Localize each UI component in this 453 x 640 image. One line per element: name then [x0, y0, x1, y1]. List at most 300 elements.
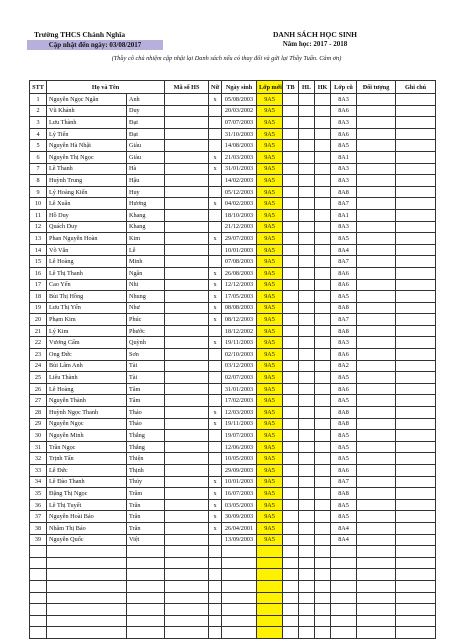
table-row [30, 395, 436, 407]
col-ma-so-cell [165, 441, 209, 453]
col-hl-cell [299, 337, 315, 349]
col-lop-cu-cell: 8A5 [331, 430, 357, 442]
col-lop-moi-cell [257, 592, 283, 604]
col-ghi-chu-cell [396, 546, 436, 558]
col-hl-cell [299, 314, 315, 326]
col-ghi-chu-cell [396, 291, 436, 303]
col-ten-cell: Tài [127, 360, 165, 372]
col-hl-cell [299, 291, 315, 303]
table-row [30, 244, 436, 256]
col-hl-cell [299, 140, 315, 152]
col-lop-cu-cell [331, 569, 357, 581]
col-hk-cell [315, 267, 331, 279]
col-ho-ten-cell: Võ Văn [47, 244, 127, 256]
col-hl-cell [299, 151, 315, 163]
col-tb-cell [283, 557, 299, 569]
col-hk-cell [315, 522, 331, 534]
col-lop-moi-cell: 9A5 [257, 198, 283, 210]
col-lop-cu-cell: 8A1 [331, 151, 357, 163]
col-ngay-sinh-cell: 03/05/2003 [222, 499, 257, 511]
col-stt-cell: 24 [30, 360, 47, 372]
col-tb-cell [283, 534, 299, 546]
col-ma-so-cell [165, 94, 209, 106]
col-nu-cell [209, 105, 222, 117]
col-hl-cell [299, 360, 315, 372]
col-stt-cell: 32 [30, 453, 47, 465]
col-nu-cell [209, 580, 222, 592]
col-ngay-sinh-cell: 19/11/2003 [222, 418, 257, 430]
col-doi-tuong-cell [357, 163, 396, 175]
col-tb-cell [283, 186, 299, 198]
col-hl-cell [299, 430, 315, 442]
col-ghi-chu-cell [396, 488, 436, 500]
col-hk-cell [315, 627, 331, 639]
col-lop-moi-cell [257, 615, 283, 627]
col-ho-ten-cell: Phạm Kim [47, 314, 127, 326]
col-doi-tuong-cell [357, 557, 396, 569]
col-ghi-chu-cell [396, 94, 436, 106]
col-tb-cell [283, 604, 299, 616]
col-ma-so-cell [165, 244, 209, 256]
col-ten-cell: Như [127, 302, 165, 314]
col-hl-cell [299, 372, 315, 384]
col-ho-ten-cell: Bùi Thị Hồng [47, 291, 127, 303]
col-ma-so-cell [165, 337, 209, 349]
col-nu-cell [209, 627, 222, 639]
table-row [30, 453, 436, 465]
table-row [30, 279, 436, 291]
col-stt-cell: 8 [30, 175, 47, 187]
col-lop-cu-cell: 8A5 [331, 291, 357, 303]
col-ten-cell: Khang [127, 209, 165, 221]
col-lop-cu-cell: 8A7 [331, 476, 357, 488]
col-stt-cell: 31 [30, 441, 47, 453]
col-hl-cell [299, 546, 315, 558]
col-hl-cell [299, 209, 315, 221]
col-doi-tuong-cell [357, 360, 396, 372]
col-ho-ten-cell: Vũ Khánh [47, 105, 127, 117]
col-ma-so-cell [165, 522, 209, 534]
col-doi-tuong-cell [357, 511, 396, 523]
col-ho-ten-cell: Nguyễn Thành [47, 395, 127, 407]
col-nu-cell [209, 615, 222, 627]
col-hk-cell [315, 615, 331, 627]
header-col-ghi-chu: Ghi chú [396, 81, 436, 94]
col-hk-cell [315, 314, 331, 326]
col-doi-tuong-cell [357, 546, 396, 558]
col-ten-cell [127, 557, 165, 569]
col-stt-cell: 17 [30, 279, 47, 291]
col-ma-so-cell [165, 325, 209, 337]
col-hl-cell [299, 580, 315, 592]
col-ngay-sinh-cell: 12/06/2003 [222, 441, 257, 453]
col-ngay-sinh-cell: 12/03/2003 [222, 407, 257, 419]
col-tb-cell [283, 244, 299, 256]
col-tb-cell [283, 117, 299, 129]
col-nu-cell [209, 360, 222, 372]
col-lop-moi-cell: 9A5 [257, 244, 283, 256]
col-ho-ten-cell: Nguyễn Hà Nhật [47, 140, 127, 152]
col-nu-cell [209, 349, 222, 361]
col-ngay-sinh-cell: 14/08/2003 [222, 140, 257, 152]
col-ma-so-cell [165, 105, 209, 117]
document-title: DANH SÁCH HỌC SINH [273, 30, 357, 39]
col-doi-tuong-cell [357, 94, 396, 106]
col-doi-tuong-cell [357, 267, 396, 279]
col-tb-cell [283, 140, 299, 152]
col-ghi-chu-cell [396, 441, 436, 453]
col-ma-so-cell [165, 569, 209, 581]
col-doi-tuong-cell [357, 256, 396, 268]
col-nu-cell [209, 430, 222, 442]
table-row [30, 546, 436, 558]
col-lop-cu-cell: 8A6 [331, 465, 357, 477]
col-ngay-sinh-cell [222, 627, 257, 639]
table-body [30, 94, 436, 639]
col-doi-tuong-cell [357, 198, 396, 210]
col-tb-cell [283, 94, 299, 106]
col-lop-moi-cell: 9A5 [257, 395, 283, 407]
col-ma-so-cell [165, 151, 209, 163]
col-ghi-chu-cell [396, 465, 436, 477]
col-nu-cell: x [209, 511, 222, 523]
col-stt-cell [30, 627, 47, 639]
col-nu-cell: x [209, 488, 222, 500]
instruction-note: (Thầy cô chủ nhiệm cập nhật lại Danh sách nếu có thay đổi và gửi lại Thầy Tuấn. Cảm ơn) [111, 55, 342, 62]
col-stt-cell: 26 [30, 383, 47, 395]
col-lop-moi-cell: 9A5 [257, 209, 283, 221]
col-lop-cu-cell: 8A7 [331, 256, 357, 268]
col-doi-tuong-cell [357, 604, 396, 616]
col-ghi-chu-cell [396, 453, 436, 465]
col-hk-cell [315, 546, 331, 558]
col-stt-cell [30, 615, 47, 627]
col-stt-cell: 4 [30, 128, 47, 140]
table-row [30, 615, 436, 627]
col-hk-cell [315, 175, 331, 187]
col-ma-so-cell [165, 430, 209, 442]
col-stt-cell: 34 [30, 476, 47, 488]
col-ten-cell: Thắng [127, 430, 165, 442]
col-ngay-sinh-cell: 08/08/2003 [222, 302, 257, 314]
table-row [30, 534, 436, 546]
col-hk-cell [315, 476, 331, 488]
col-hk-cell [315, 604, 331, 616]
col-ngay-sinh-cell: 18/12/2002 [222, 325, 257, 337]
col-ghi-chu-cell [396, 592, 436, 604]
table-row [30, 117, 436, 129]
col-hk-cell [315, 140, 331, 152]
col-doi-tuong-cell [357, 279, 396, 291]
col-stt-cell: 13 [30, 233, 47, 245]
header-col-stt: STT [30, 81, 47, 94]
col-ngay-sinh-cell: 17/05/2003 [222, 291, 257, 303]
col-nu-cell [209, 592, 222, 604]
col-hk-cell [315, 418, 331, 430]
col-ngay-sinh-cell: 21/12/2003 [222, 221, 257, 233]
col-stt-cell: 1 [30, 94, 47, 106]
school-name: Trường THCS Chánh Nghĩa [34, 30, 126, 39]
col-stt-cell: 29 [30, 418, 47, 430]
col-ho-ten-cell: Lý Tiến [47, 128, 127, 140]
table-row [30, 499, 436, 511]
table-row [30, 383, 436, 395]
col-ho-ten-cell: Huỳnh Ngọc Thanh [47, 407, 127, 419]
col-lop-moi-cell: 9A5 [257, 314, 283, 326]
col-hk-cell [315, 488, 331, 500]
col-stt-cell: 28 [30, 407, 47, 419]
table-row [30, 349, 436, 361]
col-tb-cell [283, 302, 299, 314]
col-ten-cell: Tâm [127, 383, 165, 395]
col-doi-tuong-cell [357, 233, 396, 245]
col-ngay-sinh-cell [222, 604, 257, 616]
col-lop-cu-cell: 8A7 [331, 198, 357, 210]
col-ten-cell [127, 604, 165, 616]
col-doi-tuong-cell [357, 592, 396, 604]
col-ho-ten-cell: Trần Ngọc [47, 441, 127, 453]
col-lop-cu-cell: 8A6 [331, 349, 357, 361]
col-ten-cell: Phước [127, 325, 165, 337]
col-hk-cell [315, 360, 331, 372]
col-doi-tuong-cell [357, 580, 396, 592]
col-ngay-sinh-cell [222, 569, 257, 581]
col-lop-cu-cell: 8A8 [331, 186, 357, 198]
col-ho-ten-cell: Lê Xuân [47, 198, 127, 210]
col-nu-cell: x [209, 267, 222, 279]
col-nu-cell [209, 117, 222, 129]
col-ten-cell: Hậu [127, 175, 165, 187]
col-ngay-sinh-cell: 16/07/2003 [222, 488, 257, 500]
col-tb-cell [283, 233, 299, 245]
table-row [30, 441, 436, 453]
col-lop-cu-cell [331, 604, 357, 616]
col-nu-cell [209, 256, 222, 268]
col-hk-cell [315, 557, 331, 569]
col-tb-cell [283, 256, 299, 268]
col-ghi-chu-cell [396, 163, 436, 175]
col-hl-cell [299, 557, 315, 569]
col-ten-cell: Đạt [127, 128, 165, 140]
table-row [30, 128, 436, 140]
col-hk-cell [315, 534, 331, 546]
col-ngay-sinh-cell: 10/01/2003 [222, 476, 257, 488]
header-col-nu: Nữ [209, 81, 222, 94]
col-ghi-chu-cell [396, 418, 436, 430]
col-ngay-sinh-cell: 26/04/2001 [222, 522, 257, 534]
col-nu-cell: x [209, 407, 222, 419]
col-ghi-chu-cell [396, 534, 436, 546]
col-nu-cell: x [209, 198, 222, 210]
col-ten-cell: Giàu [127, 151, 165, 163]
col-hk-cell [315, 186, 331, 198]
col-ma-so-cell [165, 291, 209, 303]
col-nu-cell [209, 244, 222, 256]
col-stt-cell: 37 [30, 511, 47, 523]
col-stt-cell: 12 [30, 221, 47, 233]
col-ngay-sinh-cell: 02/07/2003 [222, 372, 257, 384]
col-lop-moi-cell: 9A5 [257, 349, 283, 361]
col-nu-cell [209, 128, 222, 140]
col-hk-cell [315, 291, 331, 303]
col-hl-cell [299, 325, 315, 337]
col-lop-cu-cell: 8A6 [331, 383, 357, 395]
col-nu-cell: x [209, 314, 222, 326]
col-lop-moi-cell: 9A5 [257, 105, 283, 117]
col-hk-cell [315, 383, 331, 395]
col-hl-cell [299, 383, 315, 395]
col-doi-tuong-cell [357, 221, 396, 233]
col-tb-cell [283, 349, 299, 361]
col-lop-cu-cell: 8A8 [331, 302, 357, 314]
col-ma-so-cell [165, 627, 209, 639]
col-ngay-sinh-cell: 03/12/2003 [222, 360, 257, 372]
col-ho-ten-cell: Vương Cẩm [47, 337, 127, 349]
col-hl-cell [299, 418, 315, 430]
col-hl-cell [299, 267, 315, 279]
col-doi-tuong-cell [357, 349, 396, 361]
col-ten-cell: Sơn [127, 349, 165, 361]
col-ma-so-cell [165, 209, 209, 221]
col-lop-cu-cell: 8A3 [331, 337, 357, 349]
col-ho-ten-cell: Nguyễn Minh [47, 430, 127, 442]
col-ngay-sinh-cell: 29/09/2003 [222, 465, 257, 477]
col-ten-cell: Thiện [127, 453, 165, 465]
col-ma-so-cell [165, 140, 209, 152]
col-ghi-chu-cell [396, 604, 436, 616]
col-lop-cu-cell: 8A5 [331, 395, 357, 407]
col-doi-tuong-cell [357, 522, 396, 534]
col-lop-cu-cell: 8A5 [331, 140, 357, 152]
col-hk-cell [315, 94, 331, 106]
col-ghi-chu-cell [396, 128, 436, 140]
col-ghi-chu-cell [396, 430, 436, 442]
col-lop-moi-cell [257, 546, 283, 558]
col-ten-cell: Việt [127, 534, 165, 546]
table-row [30, 105, 436, 117]
col-lop-cu-cell: 8A8 [331, 488, 357, 500]
col-ma-so-cell [165, 499, 209, 511]
table-row [30, 302, 436, 314]
col-ma-so-cell [165, 534, 209, 546]
table-row [30, 267, 436, 279]
col-ten-cell: Thảo [127, 407, 165, 419]
col-hl-cell [299, 627, 315, 639]
col-ho-ten-cell: Quách Duy [47, 221, 127, 233]
table-header-row [30, 81, 436, 94]
col-hk-cell [315, 256, 331, 268]
col-stt-cell: 39 [30, 534, 47, 546]
col-ghi-chu-cell [396, 209, 436, 221]
col-nu-cell [209, 383, 222, 395]
col-doi-tuong-cell [357, 430, 396, 442]
col-tb-cell [283, 441, 299, 453]
col-lop-moi-cell: 9A5 [257, 418, 283, 430]
col-lop-moi-cell: 9A5 [257, 522, 283, 534]
col-nu-cell: x [209, 418, 222, 430]
col-hk-cell [315, 592, 331, 604]
col-stt-cell: 30 [30, 430, 47, 442]
col-tb-cell [283, 453, 299, 465]
header-col-hk: HK [315, 81, 331, 94]
col-hk-cell [315, 580, 331, 592]
col-doi-tuong-cell [357, 105, 396, 117]
col-lop-cu-cell [331, 557, 357, 569]
col-ten-cell: Đạt [127, 117, 165, 129]
table-row [30, 337, 436, 349]
col-hl-cell [299, 395, 315, 407]
col-nu-cell [209, 534, 222, 546]
col-ho-ten-cell: Lê Thanh [47, 163, 127, 175]
col-ten-cell: Ngân [127, 267, 165, 279]
col-ngay-sinh-cell: 07/08/2003 [222, 256, 257, 268]
table-row [30, 569, 436, 581]
col-ma-so-cell [165, 117, 209, 129]
col-ngay-sinh-cell: 12/12/2003 [222, 279, 257, 291]
col-doi-tuong-cell [357, 314, 396, 326]
col-hl-cell [299, 488, 315, 500]
col-doi-tuong-cell [357, 488, 396, 500]
col-ngay-sinh-cell: 21/03/2003 [222, 151, 257, 163]
col-lop-cu-cell: 8A3 [331, 221, 357, 233]
col-ma-so-cell [165, 128, 209, 140]
table-row [30, 325, 436, 337]
table-row [30, 372, 436, 384]
col-lop-moi-cell: 9A5 [257, 441, 283, 453]
col-nu-cell: x [209, 233, 222, 245]
col-hk-cell [315, 198, 331, 210]
col-ghi-chu-cell [396, 198, 436, 210]
col-ho-ten-cell: Lưu Thành [47, 117, 127, 129]
col-nu-cell [209, 465, 222, 477]
table-row [30, 175, 436, 187]
col-hl-cell [299, 453, 315, 465]
col-doi-tuong-cell [357, 244, 396, 256]
col-ma-so-cell [165, 198, 209, 210]
col-lop-cu-cell: 8A2 [331, 360, 357, 372]
col-lop-cu-cell: 8A4 [331, 534, 357, 546]
col-stt-cell: 20 [30, 314, 47, 326]
table-row [30, 511, 436, 523]
table-row [30, 465, 436, 477]
col-ho-ten-cell [47, 592, 127, 604]
col-ten-cell [127, 569, 165, 581]
col-ma-so-cell [165, 372, 209, 384]
col-tb-cell [283, 151, 299, 163]
col-ten-cell: Thịnh [127, 465, 165, 477]
col-stt-cell: 15 [30, 256, 47, 268]
col-lop-cu-cell: 8A4 [331, 244, 357, 256]
col-hl-cell [299, 105, 315, 117]
col-lop-moi-cell: 9A5 [257, 476, 283, 488]
col-ma-so-cell [165, 476, 209, 488]
col-hk-cell [315, 244, 331, 256]
col-tb-cell [283, 569, 299, 581]
table-row [30, 418, 436, 430]
col-hl-cell [299, 302, 315, 314]
col-ghi-chu-cell [396, 233, 436, 245]
col-doi-tuong-cell [357, 372, 396, 384]
table-row [30, 256, 436, 268]
col-lop-moi-cell: 9A5 [257, 511, 283, 523]
col-hk-cell [315, 337, 331, 349]
col-hl-cell [299, 221, 315, 233]
col-ghi-chu-cell [396, 383, 436, 395]
col-lop-moi-cell: 9A5 [257, 325, 283, 337]
col-ho-ten-cell: Cao Yến [47, 279, 127, 291]
col-stt-cell: 3 [30, 117, 47, 129]
col-ten-cell: Duy [127, 105, 165, 117]
